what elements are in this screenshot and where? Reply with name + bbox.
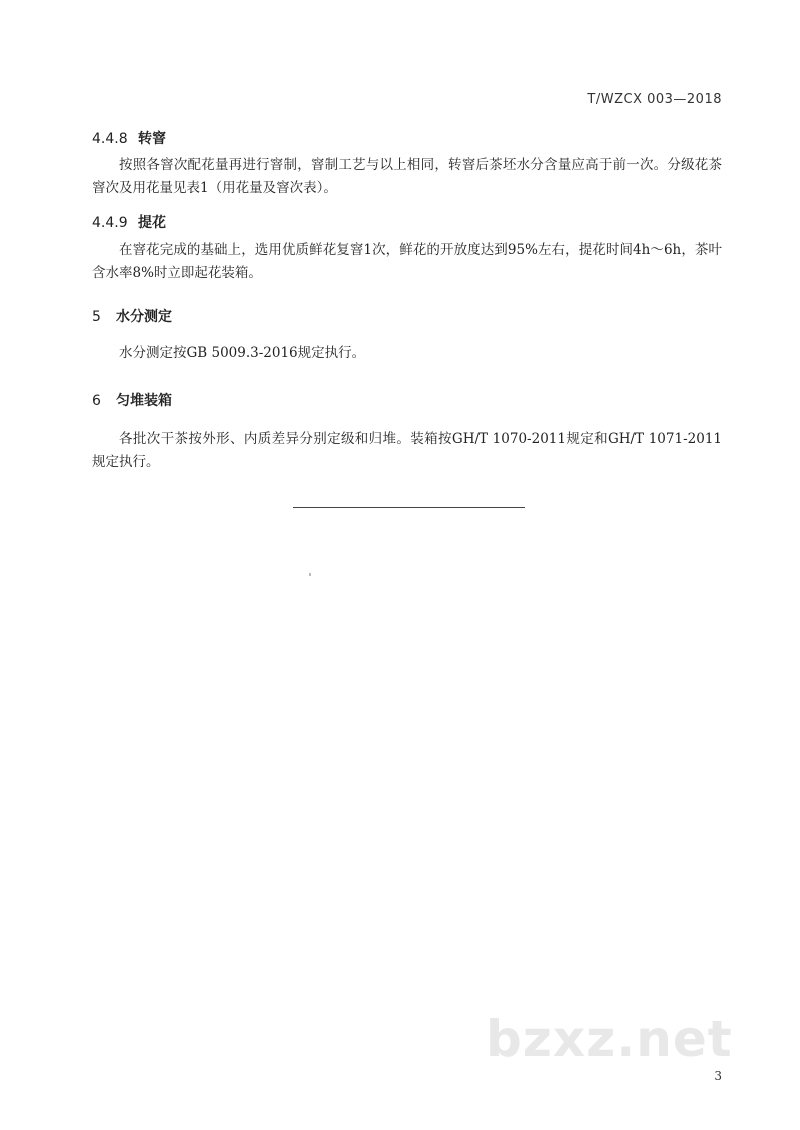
section-number: 4.4.8	[92, 131, 128, 147]
section-number: 5	[92, 309, 101, 325]
standard-code: T/WZCX 003—2018	[587, 92, 722, 107]
section-body-4-4-8: 按照各窨次配花量再进行窨制，窨制工艺与以上相同，转窨后茶坯水分含量应高于前一次。分级花茶窨次及用花量见表1（用花量及窨次表）。	[92, 157, 722, 196]
end-of-text-rule	[293, 507, 525, 508]
section-body-5: 水分测定按GB 5009.3-2016规定执行。	[119, 345, 366, 361]
section-body-6: 各批次干茶按外形、内质差异分别定级和归堆。装箱按GH/T 1070-2011规定和GH/T 1071-2011规定执行。	[92, 431, 722, 470]
page-number: 3	[714, 1069, 722, 1083]
section-heading-5	[92, 306, 172, 326]
section-heading-4-4-8	[92, 128, 166, 148]
section-body-4-4-9: 在窨花完成的基础上，选用优质鲜花复窨1次，鲜花的开放度达到95%左右，提花时间4h～6h，茶叶含水率8%时立即起花装箱。	[92, 242, 722, 281]
section-heading-4-4-9	[92, 212, 166, 232]
section-number: 6	[92, 393, 101, 409]
section-number: 4.4.9	[92, 215, 128, 231]
section-title: 水分测定	[116, 309, 172, 325]
section-title: 提花	[138, 215, 166, 231]
section-title: 匀堆装箱	[116, 393, 172, 409]
section-title: 转窨	[138, 131, 166, 147]
section-heading-6	[92, 390, 172, 410]
scan-speck	[309, 573, 311, 576]
watermark: bzxz.net	[486, 1010, 733, 1068]
